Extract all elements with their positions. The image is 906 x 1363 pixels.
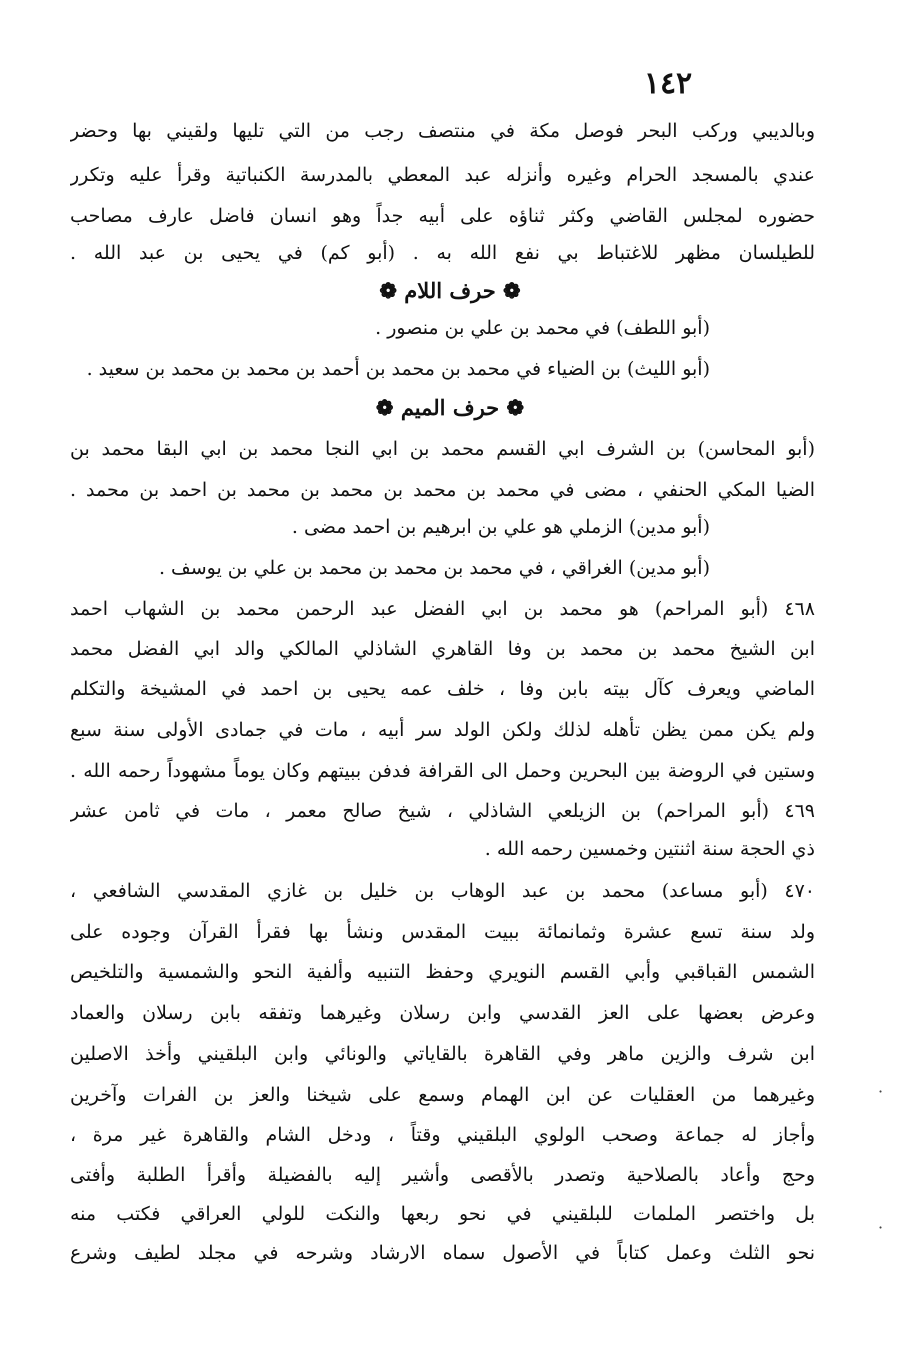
ornament-icon: ❁ — [375, 395, 401, 420]
text-line: بل واختصر الملمات للبلقيني في نحو ربعها والنكت للولي العراقي فكتب منه — [70, 1203, 815, 1225]
text-line: ذي الحجة سنة اثنتين وخمسين رحمه الله . — [484, 838, 815, 860]
text-line: وأجاز له جماعة وصحب الولوي البلقيني وقتاً ، ودخل الشام والقاهرة غير مرة ، — [70, 1124, 815, 1146]
text-line: حضوره لمجلس القاضي وكثر ثناؤه على أبيه جداً وهو انسان فاضل عارف مصاحب — [70, 205, 815, 227]
page-number: ١٤٢ — [643, 66, 693, 101]
text-line: (أبو اللطف) في محمد بن علي بن منصور . — [375, 317, 710, 339]
text-line: ٤٧٠ (أبو مساعد) محمد بن عبد الوهاب بن خليل بن غازي المقدسي الشافعي ، — [70, 880, 815, 902]
text-line: ابن الشيخ محمد بن محمد بن وفا القاهري الشاذلي المالكي والد ابي الفضل محمد — [70, 638, 815, 660]
text-line: ابن شرف والزين ماهر وفي القاهرة بالقاياتي والونائي وابن البلقيني وأخذ الاصلين — [70, 1043, 815, 1065]
text-line: (أبو مدين) الغراقي ، في محمد بن محمد بن محمد بن علي بن يوسف . — [158, 557, 710, 579]
text-line: (أبو مدين) الزملي هو علي بن ابرهيم بن احمد مضى . — [291, 516, 710, 538]
text-line: الشمس القباقبي وأبي القسم النويري وحفظ التنبيه وألفية النحو والشمسية والتلخيص — [70, 961, 815, 983]
text-line: وستين في الروضة بين البحرين وحمل الى القرافة فدفن ببيتهم وكان يوماً مشهوداً رحمه الله . — [70, 760, 815, 782]
heading-text: حرف اللام — [404, 278, 496, 303]
text-line: (أبو الليث) بن الضياء في محمد بن محمد بن أحمد بن محمد بن محمد بن سعيد . — [86, 358, 710, 380]
text-line: ٤٦٨ (أبو المراحم) هو محمد بن ابي الفضل عبد الرحمن محمد بن الشهاب احمد — [70, 598, 815, 620]
ornament-icon: ❁ — [495, 278, 521, 303]
text-line: الماضي ويعرف كآل بيته بابن وفا ، خلف عمه يحيى بن احمد في المشيخة والتكلم — [70, 678, 815, 700]
text-line: عندي بالمسجد الحرام وغيره وأنزله عبد المعطي بالمدرسة الكنباتية وقرأ عليه وتكرر — [70, 164, 815, 186]
text-line: وغيرهما من العقليات عن ابن الهمام وسمع على شيخنا والعز بن الفرات وآخرين — [70, 1084, 815, 1106]
text-line: وعرض بعضها على العز القدسي وابن رسلان وغيرهما وتفقه بابن رسلان والعماد — [70, 1002, 815, 1024]
ornament-icon: ❁ — [499, 395, 525, 420]
text-line: ولد سنة تسع عشرة وثمانمائة ببيت المقدس ونشأ بها فقرأ القرآن وجوده على — [70, 921, 815, 943]
text-line: ٤٦٩ (أبو المراحم) بن الزيلعي الشاذلي ، شيخ صالح معمر ، مات في ثامن عشر — [70, 800, 815, 822]
heading-text: حرف الميم — [400, 395, 500, 420]
text-line: (أبو المحاسن) بن الشرف ابي القسم محمد بن ابي النجا محمد بن ابي البقا محمد بن — [70, 438, 815, 460]
margin-mark: · — [878, 1218, 884, 1237]
text-line: وحج وأعاد بالصلاحية وتصدر بالأقصى وأشير إليه بالفضيلة وأقرأ الطلبة وأفتى — [70, 1164, 815, 1186]
text-line: الضيا المكي الحنفي ، مضى في محمد بن محمد بن محمد بن محمد بن احمد بن محمد . — [70, 479, 815, 501]
ornament-icon: ❁ — [379, 278, 405, 303]
text-line: ولم يكن ممن يظن تأهله لذلك ولكن الولد سر أبيه ، مات في جمادى الأولى سنة سبع — [70, 719, 815, 741]
text-line: وبالديبي وركب البحر فوصل مكة في منتصف رجب من التي تليها ولقيني بها وحضر — [70, 120, 815, 142]
section-heading-lam — [250, 276, 650, 306]
text-line: نحو الثلث وعمل كتاباً في الأصول سماه الارشاد وشرحه في مجلد لطيف وشرع — [70, 1242, 815, 1264]
section-heading-mim — [250, 393, 650, 423]
text-line: للطيلسان مظهر للاغتباط بي نفع الله به . (أبو كم) في يحيى بن عبد الله . — [70, 242, 815, 264]
margin-mark: · — [878, 1082, 884, 1101]
